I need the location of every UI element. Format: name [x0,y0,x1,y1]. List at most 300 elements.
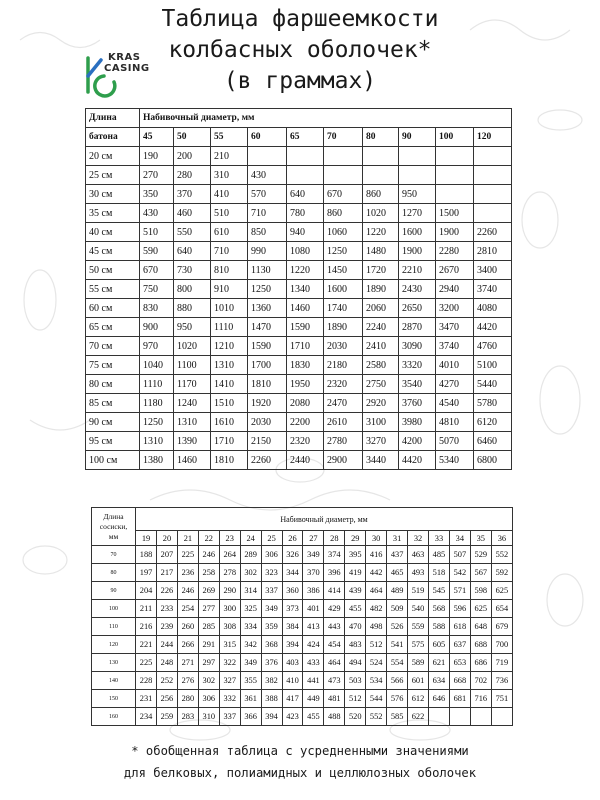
table1-cell: 1720 [363,261,399,280]
table-row [92,708,513,726]
table2-row-label: 80 [92,564,136,582]
table2-cell: 618 [449,618,470,636]
kras-casing-logo [84,52,154,98]
table2-cell: 188 [136,546,157,564]
table1-cell: 4810 [436,413,474,432]
table1-cell: 900 [140,318,174,337]
table2-cell: 433 [303,654,324,672]
table2-cell: 300 [219,600,240,618]
table1-cell: 3320 [399,356,436,375]
table2-cell: 277 [198,600,219,618]
table1-cell: 1890 [363,280,399,299]
table2-cell: 470 [345,618,366,636]
table2-cell [491,708,512,726]
table1-row-label: 65 см [86,318,140,337]
table1-cell: 1360 [248,299,287,318]
table1-cell: 210 [211,147,248,166]
table1-cell: 2320 [287,432,324,451]
table1-cell: 1900 [399,242,436,261]
table2-cell: 568 [428,600,449,618]
table1-cell: 1240 [174,394,211,413]
table2-cell: 271 [177,654,198,672]
table1-cell: 1110 [211,318,248,337]
table2-diameter-cell: 31 [387,531,408,546]
table2-cell: 306 [198,690,219,708]
table2-cell: 512 [345,690,366,708]
table1-len-header-2: батона [86,128,140,147]
table2-len-header-line1: Длина [103,511,124,521]
table2-cell: 423 [282,708,303,726]
title-line-1: Таблица фаршеемкости [161,6,439,32]
table2-cell: 258 [198,564,219,582]
table1-diameter-cell: 55 [211,128,248,147]
table2-cell: 416 [366,546,387,564]
table1-cell: 640 [174,242,211,261]
table2-cell: 233 [157,600,178,618]
table1-diameter-cell: 50 [174,128,211,147]
table2-cell: 246 [177,582,198,600]
table-row [86,166,512,185]
table2-cell: 207 [157,546,178,564]
table-row [92,654,513,672]
table2-cell: 327 [219,672,240,690]
table1-cell: 4080 [474,299,512,318]
table-row [86,280,512,299]
table2-diameter-cell: 22 [198,531,219,546]
table1-cell: 940 [287,223,324,242]
table-row [86,451,512,470]
table1-cell: 2430 [399,280,436,299]
table2-diameter-cell: 36 [491,531,512,546]
table2-cell: 498 [366,618,387,636]
table1-cell: 710 [248,204,287,223]
table1-cell: 2030 [248,413,287,432]
table1-cell: 1920 [248,394,287,413]
table1-cell: 750 [140,280,174,299]
table2-cell: 503 [345,672,366,690]
table2-cell: 334 [240,618,261,636]
table2-diameter-cell: 21 [177,531,198,546]
table1-cell: 1380 [140,451,174,470]
table1-cell: 710 [211,242,248,261]
table2-cell: 554 [387,654,408,672]
table2-cell: 368 [261,636,282,654]
table2-cell: 306 [261,546,282,564]
table-row [92,582,513,600]
table1-cell: 1590 [248,337,287,356]
table1-cell: 1220 [287,261,324,280]
table2-cell: 413 [303,618,324,636]
table1-cell: 1710 [211,432,248,451]
table2-diameter-cell: 23 [219,531,240,546]
table2-cell: 403 [282,654,303,672]
table1-cell [363,166,399,185]
footnote [0,740,600,784]
table2-cell: 596 [449,600,470,618]
table1-cell: 6460 [474,432,512,451]
table1-row-label: 100 см [86,451,140,470]
table1-cell: 2150 [248,432,287,451]
table2-cell: 302 [240,564,261,582]
table2-diameter-cell: 26 [282,531,303,546]
table1-cell: 800 [174,280,211,299]
table1-cell: 1250 [248,280,287,299]
table1-cell: 2580 [363,356,399,375]
table1-cell: 1250 [324,242,363,261]
table1-cell: 3470 [436,318,474,337]
table1-cell: 510 [211,204,248,223]
table2-row-label: 120 [92,636,136,654]
table1-cell [436,166,474,185]
table1-row-label: 40 см [86,223,140,242]
table2-cell: 625 [491,582,512,600]
table2-diameter-cell: 33 [428,531,449,546]
logo-text-line2: CASING [104,63,150,74]
table2-cell: 355 [240,672,261,690]
table1-cell: 1110 [140,375,174,394]
table2-cell: 653 [449,654,470,672]
table2-cell: 417 [282,690,303,708]
footnote-line-2: для белковых, полиамидных и целлюлозных оболочек [123,766,477,780]
table2-cell: 234 [136,708,157,726]
table2-cell: 374 [324,546,345,564]
table1-cell: 5070 [436,432,474,451]
table1-row-label: 60 см [86,299,140,318]
table2-cell: 401 [303,600,324,618]
table1-diameter-cell: 100 [436,128,474,147]
table1-cell: 1700 [248,356,287,375]
table2-cell: 482 [366,600,387,618]
table1-cell: 2200 [287,413,324,432]
footnote-line-1: * обобщенная таблица с усредненными значениями [131,744,469,758]
table2-cell: 575 [408,636,429,654]
table2-cell: 394 [261,708,282,726]
table1-cell: 3440 [363,451,399,470]
table1-cell: 950 [399,185,436,204]
table1-cell: 2670 [436,261,474,280]
table-row [86,432,512,451]
table2-cell: 751 [491,690,512,708]
table2-diameter-cell: 32 [408,531,429,546]
table1-cell: 1950 [287,375,324,394]
table2-cell: 322 [219,654,240,672]
table2-cell: 344 [282,564,303,582]
table1-cell: 3760 [399,394,436,413]
table1-cell [324,166,363,185]
table1-cell: 850 [248,223,287,242]
table1-row-label: 55 см [86,280,140,299]
table2-cell [470,708,491,726]
table1-cell: 3740 [474,280,512,299]
table2-cell: 342 [240,636,261,654]
table1-cell: 3200 [436,299,474,318]
table2-cell: 592 [491,564,512,582]
table2-diameter-header: Набивочный диаметр, мм [136,508,513,531]
table-row [92,600,513,618]
table1-cell: 430 [140,204,174,223]
table1-cell: 3980 [399,413,436,432]
table1-cell: 6120 [474,413,512,432]
table2-cell: 494 [345,654,366,672]
table2-cell: 585 [387,708,408,726]
table1-cell: 1460 [287,299,324,318]
table1-cell: 4760 [474,337,512,356]
table2-cell: 225 [177,546,198,564]
table2-cell: 382 [261,672,282,690]
table1-cell: 1170 [174,375,211,394]
table2-cell: 507 [449,546,470,564]
table1-cell: 3740 [436,337,474,356]
table1-cell: 1450 [324,261,363,280]
table2-cell: 534 [366,672,387,690]
table1-diameter-cell: 65 [287,128,324,147]
table1-cell: 610 [211,223,248,242]
table1-len-header: Длина [86,109,140,128]
table1-cell: 410 [211,185,248,204]
table1-cell: 2410 [363,337,399,356]
table1-cell: 190 [140,147,174,166]
table2-cell: 544 [366,690,387,708]
table1-cell: 1590 [287,318,324,337]
table1-cell: 2080 [287,394,324,413]
table1-cell [474,204,512,223]
table1-cell: 460 [174,204,211,223]
table1-cell: 1890 [324,318,363,337]
table2-len-header-line2: сосиски, [99,521,128,531]
table1-diameter-cell: 60 [248,128,287,147]
table2-cell: 283 [177,708,198,726]
table1-cell [436,147,474,166]
table2-cell: 520 [345,708,366,726]
table1-cell: 880 [174,299,211,318]
table-row [92,672,513,690]
table2-cell: 361 [240,690,261,708]
table-row [86,394,512,413]
table2-cell: 211 [136,600,157,618]
table1-diameter-cell: 80 [363,128,399,147]
table2-cell: 360 [282,582,303,600]
table2-diameter-cell: 27 [303,531,324,546]
table2-cell: 414 [324,582,345,600]
table1-cell: 1390 [174,432,211,451]
table1-cell: 1500 [436,204,474,223]
table2-cell: 266 [177,636,198,654]
table-row [86,185,512,204]
table2-cell: 700 [491,636,512,654]
table2-cell: 509 [387,600,408,618]
table1-header-row-2 [86,128,512,147]
table2-cell: 542 [449,564,470,582]
table1-cell: 3400 [474,261,512,280]
table2-cell: 443 [324,618,345,636]
table2-cell: 302 [198,672,219,690]
table1-cell: 510 [140,223,174,242]
table1-cell: 370 [174,185,211,204]
table-row [86,375,512,394]
table2-cell: 254 [177,600,198,618]
table2-diameter-cell: 34 [449,531,470,546]
table1-cell: 550 [174,223,211,242]
table1-cell: 5440 [474,375,512,394]
table2-cell: 719 [491,654,512,672]
table1-cell: 2260 [474,223,512,242]
table2-row-label: 100 [92,600,136,618]
table2-cell: 349 [261,600,282,618]
table1-cell: 1470 [248,318,287,337]
table2-cell: 576 [387,690,408,708]
table2-cell: 567 [470,564,491,582]
table2-cell: 308 [219,618,240,636]
table2-cell: 464 [324,654,345,672]
table1-cell: 1340 [287,280,324,299]
table1-cell [399,166,436,185]
table2-cell: 552 [491,546,512,564]
table1-cell: 1310 [140,432,174,451]
table2-cell: 394 [282,636,303,654]
table2-cell: 236 [177,564,198,582]
table2-cell: 540 [408,600,429,618]
table2-cell: 455 [303,708,324,726]
table2-cell: 441 [303,672,324,690]
table2-cell: 395 [345,546,366,564]
table2-cell: 493 [408,564,429,582]
table2-cell: 449 [303,690,324,708]
table2-cell: 264 [219,546,240,564]
table1-cell: 1900 [436,223,474,242]
table2-cell: 278 [219,564,240,582]
table2-cell [428,708,449,726]
table2-diameter-cell: 28 [324,531,345,546]
table2-cell: 332 [219,690,240,708]
table1-cell: 2280 [436,242,474,261]
table2-cell: 473 [324,672,345,690]
table1-cell: 200 [174,147,211,166]
table1-diameter-cell: 70 [324,128,363,147]
table2-len-header-line3: мм [108,531,119,541]
table1-cell: 4420 [399,451,436,470]
table1-cell: 1210 [211,337,248,356]
table2-cell: 424 [303,636,324,654]
table2-cell [449,708,470,726]
table1-cell [399,147,436,166]
table2-cell: 465 [387,564,408,582]
table2-cell: 280 [177,690,198,708]
table1-cell: 2900 [324,451,363,470]
table2-cell: 228 [136,672,157,690]
table1-row-label: 85 см [86,394,140,413]
table2-cell: 359 [261,618,282,636]
table1-cell: 2210 [399,261,436,280]
logo-text-line1: KRAS [108,52,141,63]
table1-cell: 2650 [399,299,436,318]
table1-cell: 4270 [436,375,474,394]
table2-len-header [92,508,136,546]
table2-cell: 197 [136,564,157,582]
table1-cell: 670 [324,185,363,204]
table1-cell [287,166,324,185]
table2-cell: 337 [261,582,282,600]
table2-cell: 285 [198,618,219,636]
table1-diameter-header: Набивочный диаметр, мм [140,109,512,128]
table2-diameter-cell: 25 [261,531,282,546]
table2-diameter-cell: 30 [366,531,387,546]
table1-row-label: 35 см [86,204,140,223]
table2-cell: 325 [240,600,261,618]
table1-cell: 1710 [287,337,324,356]
table1-cell: 2060 [363,299,399,318]
table2-cell: 260 [177,618,198,636]
table1-cell: 1100 [174,356,211,375]
table2-row-label: 140 [92,672,136,690]
table2-cell: 545 [428,582,449,600]
table1-cell: 2240 [363,318,399,337]
table1-cell: 1310 [174,413,211,432]
table1-row-label: 80 см [86,375,140,394]
table-row [86,356,512,375]
table1-cell: 2470 [324,394,363,413]
table-row [92,618,513,636]
table2-cell: 217 [157,564,178,582]
table1-cell: 1010 [211,299,248,318]
table-row [86,147,512,166]
table1-cell: 1410 [211,375,248,394]
table1-cell: 280 [174,166,211,185]
table2-cell: 437 [387,546,408,564]
table2-cell: 566 [387,672,408,690]
table1-row-label: 95 см [86,432,140,451]
table1-cell: 1250 [140,413,174,432]
table1-cell: 1130 [248,261,287,280]
table1-cell [248,147,287,166]
table2-cell: 349 [240,654,261,672]
table2-cell: 654 [491,600,512,618]
table1-cell: 1510 [211,394,248,413]
table2-cell: 601 [408,672,429,690]
table2-cell: 646 [428,690,449,708]
table1-header-row-1 [86,109,512,128]
table2-cell: 291 [198,636,219,654]
sausage-link-capacity-table [91,507,513,726]
table1-cell: 570 [248,185,287,204]
table2-cell: 679 [491,618,512,636]
table2-cell: 315 [219,636,240,654]
table-row [92,546,513,564]
table1-cell: 1270 [399,204,436,223]
table1-diameter-cell: 90 [399,128,436,147]
table1-cell [287,147,324,166]
table1-cell: 780 [287,204,324,223]
table1-cell: 910 [211,280,248,299]
table1-cell: 350 [140,185,174,204]
table1-cell: 5340 [436,451,474,470]
table2-cell: 483 [345,636,366,654]
table1-cell: 2260 [248,451,287,470]
table2-row-label: 90 [92,582,136,600]
table1-cell: 3100 [363,413,399,432]
table1-cell: 5780 [474,394,512,413]
table1-cell: 2320 [324,375,363,394]
table1-cell [363,147,399,166]
table1-cell: 590 [140,242,174,261]
table2-cell: 529 [470,546,491,564]
table1-cell: 3090 [399,337,436,356]
table2-cell: 463 [408,546,429,564]
table2-cell: 396 [324,564,345,582]
table1-cell [436,185,474,204]
table1-cell: 1180 [140,394,174,413]
table1-cell: 2940 [436,280,474,299]
table2-cell: 736 [491,672,512,690]
